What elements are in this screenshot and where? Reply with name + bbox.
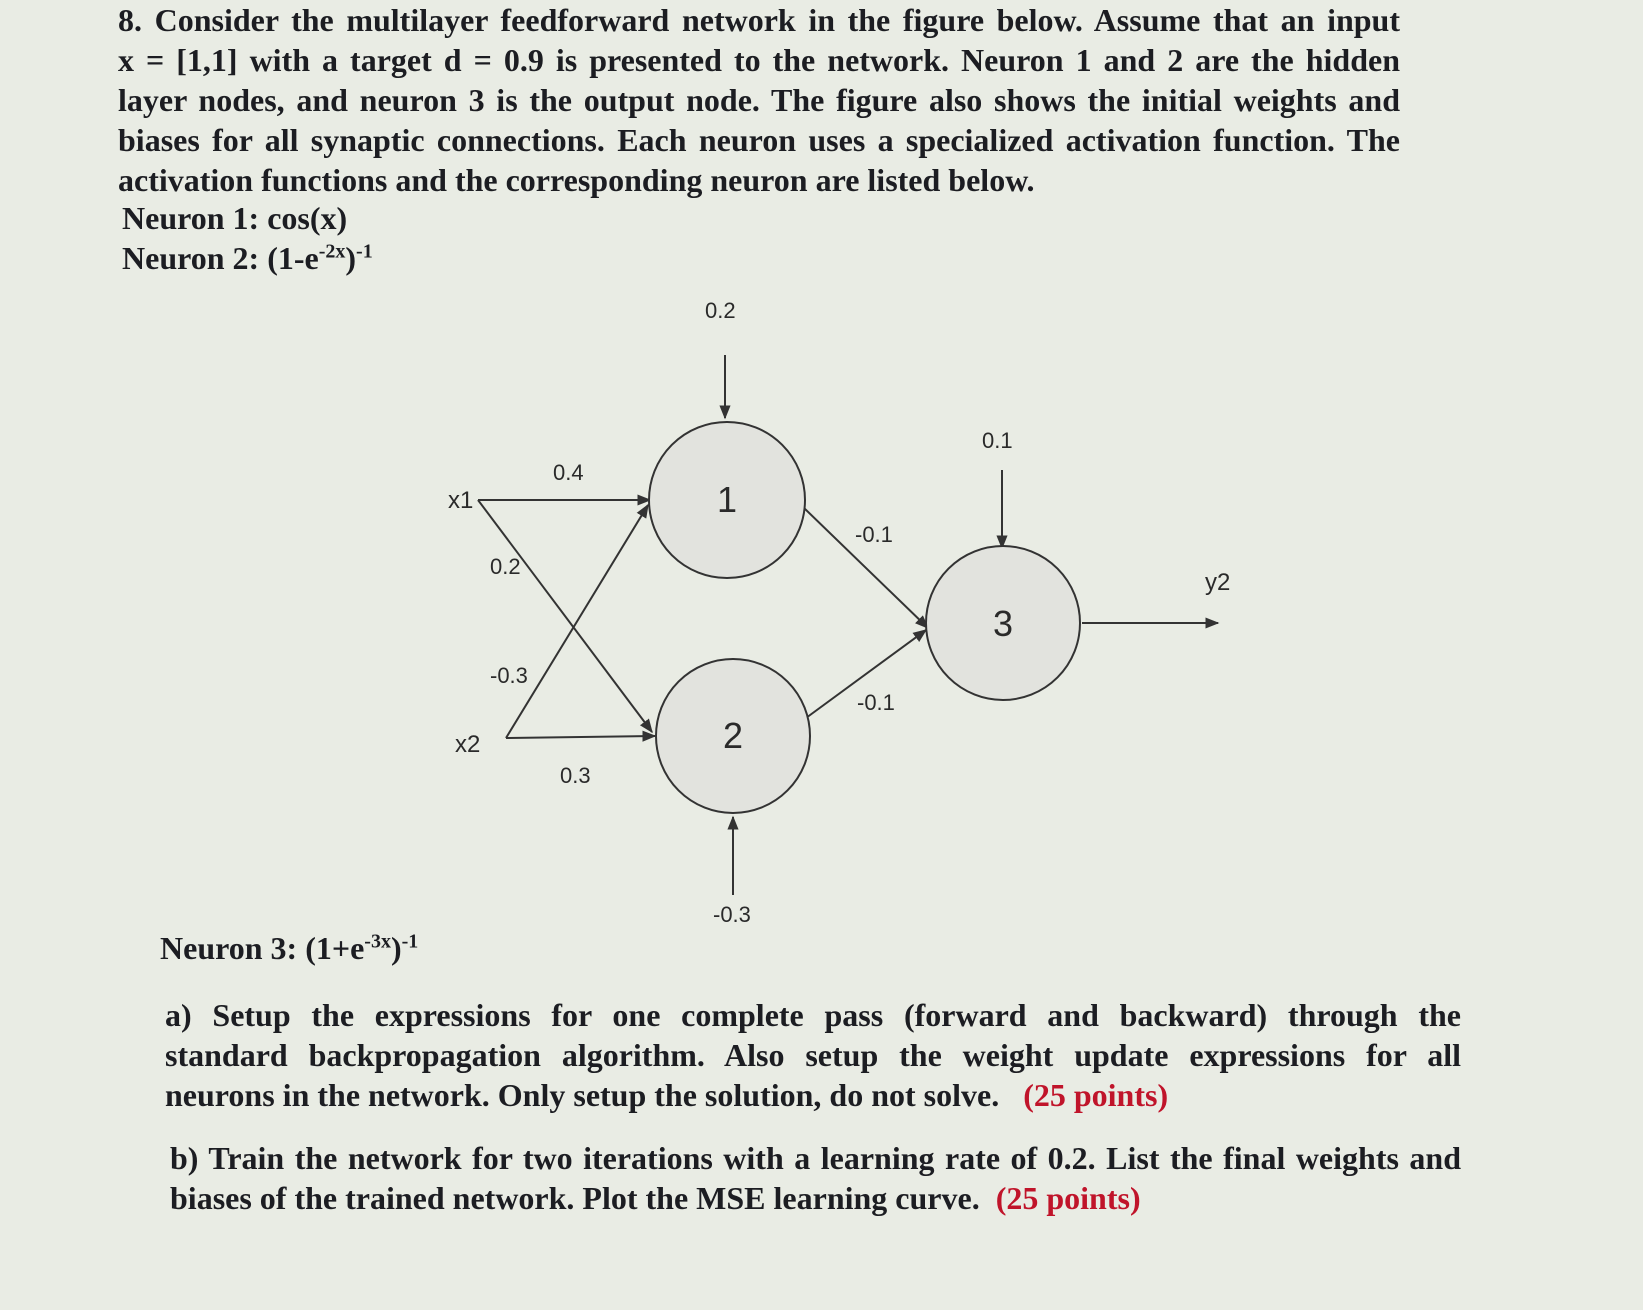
bias-n2-label: -0.3	[713, 902, 751, 927]
neuron-3-inner-exponent: -3x	[364, 930, 391, 953]
part-a-line-last	[165, 1075, 1461, 1115]
part-b-line-last	[170, 1178, 1461, 1218]
weight-n1-n3: -0.1	[855, 522, 893, 547]
edge-x2-n1	[506, 505, 648, 738]
part-a-text: neurons in the network. Only setup the solution, do not solve.	[165, 1077, 1000, 1113]
part-a-paragraph	[165, 995, 1461, 1115]
weight-x1-n1: 0.4	[553, 460, 584, 485]
input-x1-label: x1	[448, 487, 474, 514]
neuron-2-label: 2	[722, 715, 744, 756]
weight-x2-n2: 0.3	[560, 763, 591, 788]
part-b-points: (25 points)	[995, 1180, 1141, 1216]
neuron-3-label: 3	[992, 603, 1014, 644]
question-line: biases for all synaptic connections. Each neuron uses a specialized activation function. The	[118, 122, 1400, 158]
neuron-2-outer-exponent: -1	[356, 240, 373, 263]
part-b-paragraph	[170, 1138, 1461, 1218]
neuron-2-inner-exponent: -2x	[318, 240, 346, 263]
neuron-3-base: Neuron 3: (1+e	[160, 930, 365, 966]
neuron-3-outer-exponent: -1	[401, 930, 419, 953]
weight-x2-n1: -0.3	[490, 663, 528, 688]
neuron-3-activation	[160, 928, 418, 968]
part-a-line: standard backpropagation algorithm. Also setup the weight update expressions for all	[165, 1037, 1461, 1073]
neuron-3-tail: )	[390, 930, 402, 966]
part-b-text: biases of the trained network. Plot the MSE learning curve.	[170, 1180, 980, 1216]
part-a-line: a) Setup the expressions for one complete pass (forward and backward) through the	[165, 997, 1461, 1033]
question-line: x = [1,1] with a target d = 0.9 is presented to the network. Neuron 1 and 2 are the hidden	[118, 42, 1400, 78]
neuron-1-label: 1	[716, 479, 738, 520]
bias-n1-label: 0.2	[705, 298, 736, 323]
output-y2-label: y2	[1205, 569, 1231, 596]
question-line: 8. Consider the multilayer feedforward network in the figure below. Assume that an input	[118, 2, 1400, 38]
neuron-1-activation: Neuron 1: cos(x)	[122, 200, 348, 236]
neuron-2-tail: )	[345, 240, 357, 276]
weight-x1-n2: 0.2	[490, 554, 521, 579]
input-x2-label: x2	[455, 731, 481, 758]
edge-x2-n2	[506, 736, 655, 738]
question-line: activation functions and the corresponding neuron are listed below.	[118, 162, 1035, 198]
question-line: layer nodes, and neuron 3 is the output node. The figure also shows the initial weights and	[118, 82, 1400, 118]
neuron-2-base: Neuron 2: (1-e	[122, 240, 319, 276]
weight-n2-n3: -0.1	[857, 690, 895, 715]
part-a-points: (25 points)	[1023, 1077, 1169, 1113]
part-b-line: b) Train the network for two iterations with a learning rate of 0.2. List the final weights and	[170, 1140, 1461, 1176]
bias-n3-label: 0.1	[982, 428, 1013, 453]
edge-x1-n2	[478, 500, 652, 732]
